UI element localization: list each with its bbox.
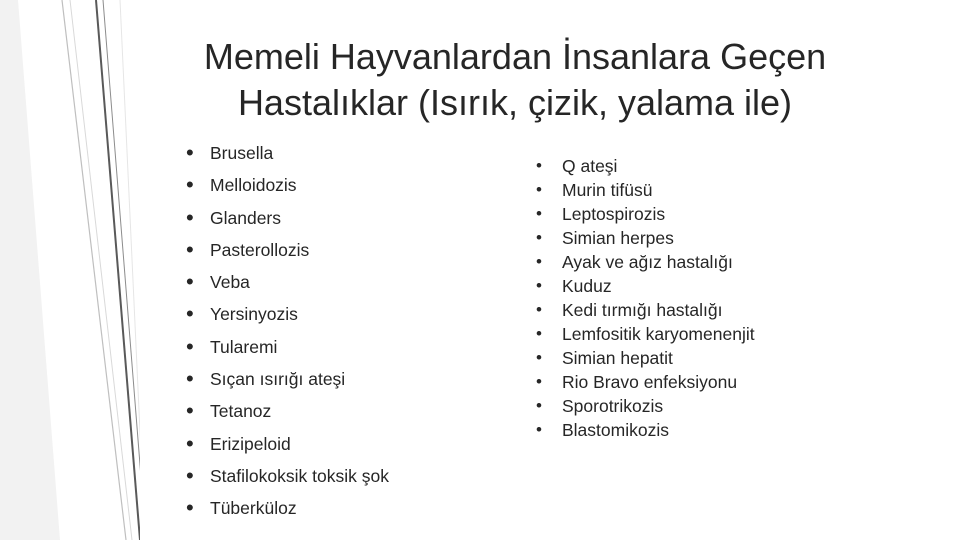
list-item <box>536 274 755 298</box>
bullet-icon: • <box>186 140 194 165</box>
list-item-label: Blastomikozis <box>562 420 669 440</box>
list-item-label: Simian hepatit <box>562 348 673 368</box>
list-item <box>186 397 389 429</box>
list-item-label: Glanders <box>210 207 282 228</box>
right-bullet-list <box>536 154 755 442</box>
bullet-icon: • <box>186 333 194 359</box>
list-item <box>186 204 389 236</box>
slide-title <box>130 34 900 126</box>
list-item <box>186 462 389 494</box>
list-item-label: Pasterollozis <box>210 239 310 260</box>
bullet-icon: • <box>536 204 542 223</box>
bullet-icon: • <box>536 324 542 343</box>
list-item-label: Kedi tırmığı hastalığı <box>562 300 723 320</box>
bullet-icon: • <box>536 252 542 271</box>
list-item-label: Melloidozis <box>210 175 297 196</box>
list-item <box>536 322 755 346</box>
list-item <box>186 236 389 268</box>
list-item-label: Ayak ve ağız hastalığı <box>562 252 733 272</box>
list-item <box>186 494 389 526</box>
list-item <box>186 139 389 171</box>
list-item <box>536 298 755 322</box>
title-line-2: Hastalıklar (Isırık, çizik, yalama ile) <box>237 82 793 123</box>
list-item-label: Q ateşi <box>562 156 618 176</box>
list-item <box>536 154 755 178</box>
bullet-icon: • <box>536 228 542 247</box>
list-item <box>536 250 755 274</box>
list-item <box>536 370 755 394</box>
list-item-label: Stafilokoksik toksik şok <box>210 465 389 486</box>
bullet-icon: • <box>186 462 194 488</box>
list-item <box>186 300 389 332</box>
list-item <box>186 430 389 462</box>
list-item <box>186 268 389 300</box>
list-item-label: Kuduz <box>562 276 612 296</box>
bullet-icon: • <box>186 495 194 521</box>
list-item-label: Simian herpes <box>562 228 674 248</box>
bullet-icon: • <box>536 156 542 175</box>
bullet-icon: • <box>186 172 194 198</box>
bullet-icon: • <box>536 300 542 319</box>
left-bullet-list <box>186 139 389 527</box>
bullet-icon: • <box>536 348 542 367</box>
title-line-1: Memeli Hayvanlardan İnsanlara Geçen <box>203 36 827 77</box>
list-item-label: Tetanoz <box>210 401 272 422</box>
bullet-icon: • <box>536 276 542 295</box>
list-item-label: Tularemi <box>210 336 278 357</box>
list-item-label: Leptospirozis <box>562 204 666 224</box>
bullet-icon: • <box>536 396 542 415</box>
list-item-label: Yersinyozis <box>210 304 298 325</box>
bullet-icon: • <box>186 204 194 230</box>
bullet-icon: • <box>186 236 194 262</box>
bullet-icon: • <box>186 366 194 392</box>
list-item <box>536 226 755 250</box>
list-item-label: Veba <box>210 272 250 293</box>
bullet-icon: • <box>536 180 542 199</box>
list-item <box>186 333 389 365</box>
list-item <box>536 202 755 226</box>
list-item-label: Erizipeloid <box>210 433 291 454</box>
list-item-label: Sporotrikozis <box>562 396 664 416</box>
list-item-label: Lemfositik karyomenenjit <box>562 324 755 344</box>
list-item-label: Rio Bravo enfeksiyonu <box>562 372 738 392</box>
list-item <box>186 365 389 397</box>
bullet-icon: • <box>186 430 194 456</box>
list-item-label: Murin tifüsü <box>562 180 653 200</box>
bullet-icon: • <box>186 301 194 327</box>
list-item <box>536 418 755 442</box>
bullet-icon: • <box>186 269 194 295</box>
list-item <box>536 346 755 370</box>
list-item-label: Brusella <box>210 143 274 163</box>
list-item <box>536 394 755 418</box>
list-item <box>536 178 755 202</box>
decorative-corner-stripes <box>0 0 140 540</box>
bullet-icon: • <box>186 398 194 424</box>
bullet-icon: • <box>536 420 542 439</box>
list-item-label: Sıçan ısırığı ateşi <box>210 369 346 390</box>
list-item <box>186 171 389 203</box>
bullet-icon: • <box>536 372 542 391</box>
list-item-label: Tüberküloz <box>210 498 297 519</box>
